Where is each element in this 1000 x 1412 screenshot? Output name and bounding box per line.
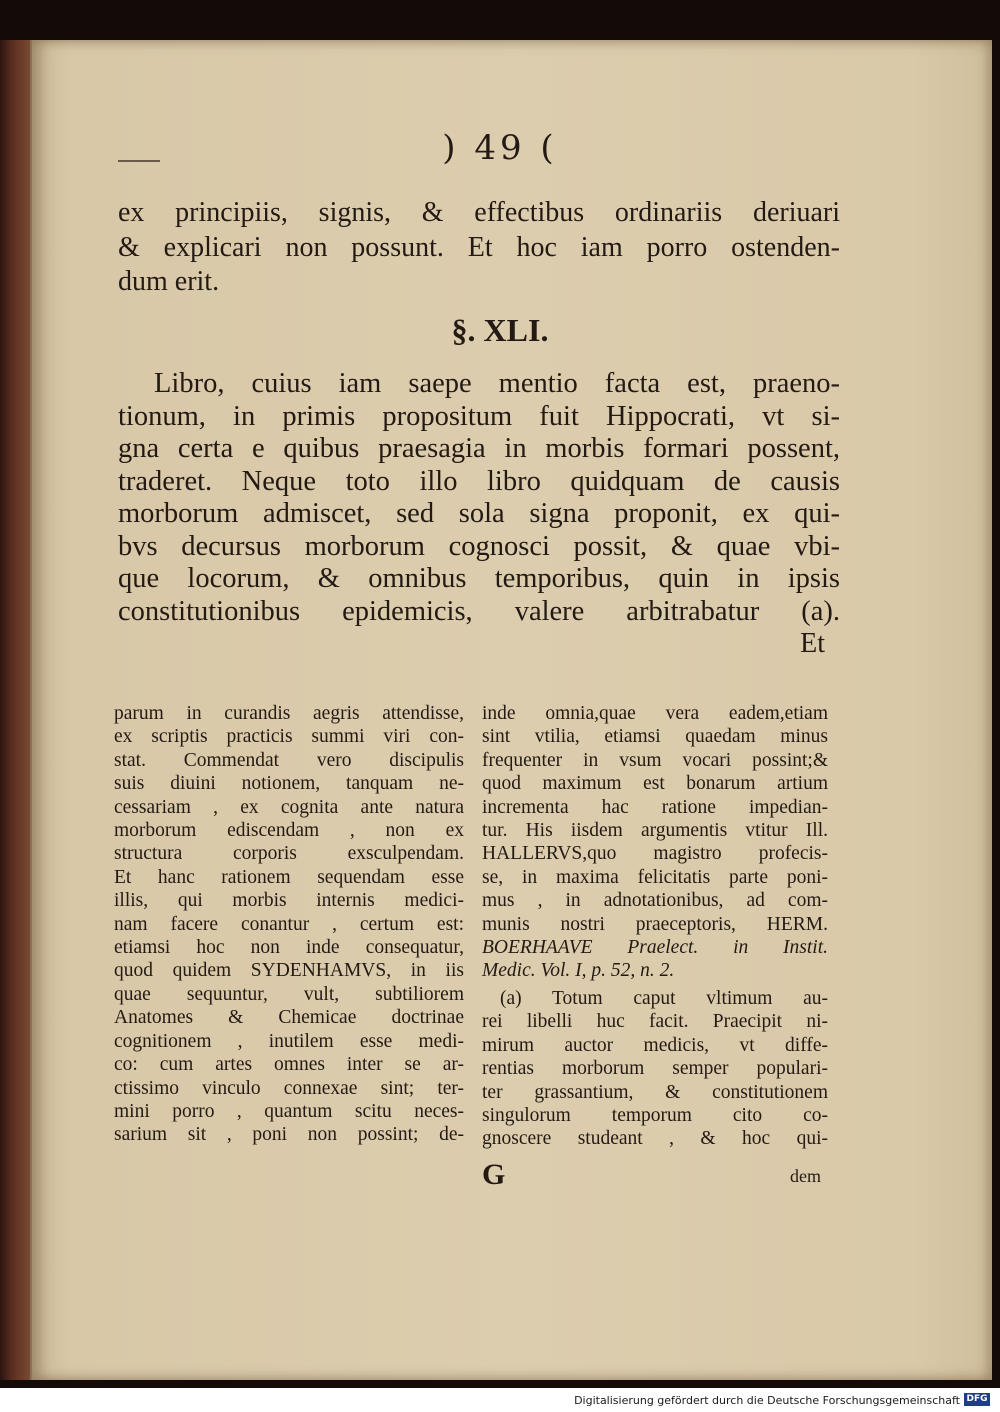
note-line: cognitionem , inutilem esse medi- xyxy=(114,1030,464,1052)
note-line: morborum ediscendam , non ex xyxy=(114,820,464,842)
note-line: gnoscere studeant , & hoc qui- xyxy=(482,1128,828,1150)
footnotes-right-column xyxy=(482,702,828,1151)
note-line: mirum auctor medicis, vt diffe- xyxy=(482,1034,828,1056)
note-line: Anatomes & Chemicae doctrinae xyxy=(114,1007,464,1029)
text-line: & explicari non possunt. Et hoc iam porro ostenden- xyxy=(118,231,840,263)
notes-catchword: dem xyxy=(790,1166,821,1186)
section-title: §. XLI. xyxy=(451,312,549,348)
digitization-footer xyxy=(0,1388,1000,1412)
note-line: mus , in adnotationibus, ad com- xyxy=(482,890,828,912)
dfg-logo-icon: DFG xyxy=(964,1393,990,1406)
text-line: que locorum, & omnibus temporibus, quin in ipsis xyxy=(118,563,840,594)
note-line: ctissimo vinculo connexae sint; ter- xyxy=(114,1077,464,1099)
text-line: dum erit. xyxy=(118,266,220,297)
note-line: co: cum artes omnes inter se ar- xyxy=(114,1054,464,1076)
catchword: Et xyxy=(800,628,825,659)
note-line: singulorum temporum cito co- xyxy=(482,1104,828,1126)
note-line: se, in maxima felicitatis parte poni- xyxy=(482,866,828,888)
note-line: parum in curandis aegris attendisse, xyxy=(114,703,464,724)
book-edge xyxy=(0,40,30,1380)
text-line: ex principiis, signis, & effectibus ordinariis deriuari xyxy=(118,197,840,228)
text-line: tionum, in primis propositum fuit Hippocrati, vt si- xyxy=(118,400,840,432)
note-line: incrementa hac ratione impedian- xyxy=(482,796,828,818)
text-line: bvs decursus morborum cognosci possit, & quae vbi- xyxy=(118,530,840,562)
page-number: ) 49 ( xyxy=(442,128,558,168)
note-line: Medic. Vol. I, p. 52, n. 2. xyxy=(482,960,675,982)
note-line: etiamsi hoc non inde consequatur, xyxy=(114,937,464,959)
note-line: quod quidem SYDENHAMVS, in iis xyxy=(114,960,464,982)
note-line: illis, qui morbis internis medici- xyxy=(114,890,464,912)
footer-credit: Digitalisierung gefördert durch die Deutsche Forschungsgemeinschaft xyxy=(574,1394,960,1407)
note-line: cessariam , ex cognita ante natura xyxy=(114,796,464,818)
note-line: sarium sit , poni non possint; de- xyxy=(114,1124,464,1146)
note-line: HALLERVS,quo magistro profecis- xyxy=(482,843,828,865)
note-line: nam facere conantur , certum est: xyxy=(114,913,464,935)
text-line: gna certa e quibus praesagia in morbis formari possent, xyxy=(118,433,840,464)
signature-mark: G xyxy=(482,1158,506,1191)
footnotes-left-column xyxy=(114,702,464,1147)
note-line: quae sequuntur, vult, subtiliorem xyxy=(114,983,464,1005)
note-line: BOERHAAVE Praelect. in Instit. xyxy=(482,937,828,959)
note-line: quod maximum est bonarum artium xyxy=(482,773,828,795)
note-line: frequenter in vsum vocari possint;& xyxy=(482,749,828,771)
text-line: morborum admiscet, sed sola signa proponit, ex qui- xyxy=(118,498,840,529)
top-paragraph xyxy=(118,196,840,300)
note-line: ter grassantium, & constitutionem xyxy=(482,1081,828,1103)
note-line: inde omnia,quae vera eadem,etiam xyxy=(482,703,828,724)
text-line: constitutionibus epidemicis, valere arbitrabatur (a). xyxy=(118,595,840,627)
text-line: traderet. Neque toto illo libro quidquam de causis xyxy=(118,465,840,497)
note-line: mini porro , quantum scitu neces- xyxy=(114,1100,464,1122)
note-line: stat. Commendat vero discipulis xyxy=(114,749,464,771)
note-line: rentias morborum semper populari- xyxy=(482,1058,828,1080)
note-line: structura corporis exsculpendam. xyxy=(114,843,464,865)
note-line: tur. His iisdem argumentis vtitur Ill. xyxy=(482,820,828,842)
note-line: sint vtilia, etiamsi quaedam minus xyxy=(482,726,828,748)
note-line: (a) Totum caput vltimum au- xyxy=(500,987,828,1009)
main-paragraph xyxy=(118,368,840,628)
note-line: Et hanc rationem sequendam esse xyxy=(114,866,464,888)
text-line: Libro, cuius iam saepe mentio facta est, praeno- xyxy=(154,368,840,399)
note-line: rei libelli huc facit. Praecipit ni- xyxy=(482,1011,828,1033)
note-line: suis diuini notionem, tanquam ne- xyxy=(114,773,464,795)
note-line: ex scriptis practicis summi viri con- xyxy=(114,726,464,748)
note-line: munis nostri praeceptoris, HERM. xyxy=(482,913,828,935)
